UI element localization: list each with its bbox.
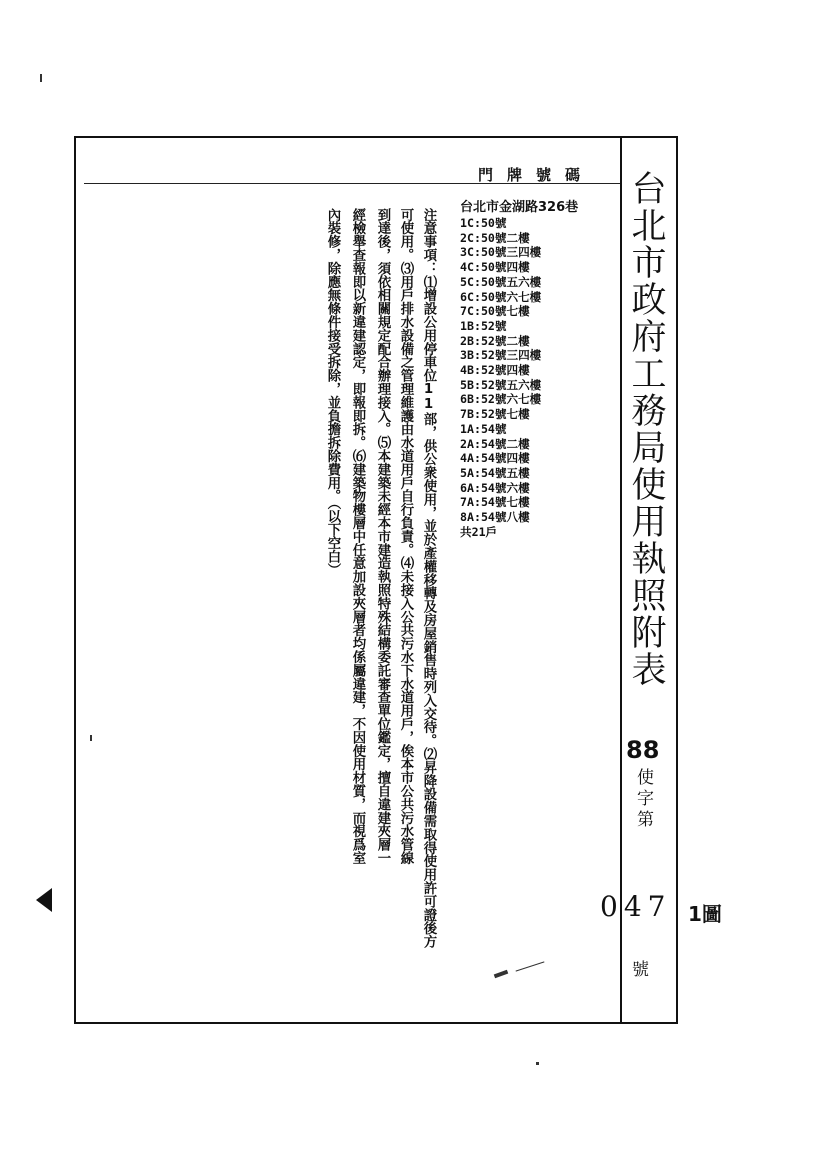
unit-row: 5A:54號五樓 <box>460 465 530 480</box>
unit-row: 1B:52號 <box>460 318 507 333</box>
unit-row: 8A:54號八樓 <box>460 510 530 525</box>
street-address: 台北市金湖路326巷 <box>460 200 579 215</box>
unit-row: 4C:50號四樓 <box>460 260 530 275</box>
notes-line-1: 注意事項：⑴增設公用停車位11部，供公衆使用，並於產權移轉及房屋銷售時列入交待。⑵昇降設備需取得使用許可證後方 <box>421 208 436 949</box>
unit-row: 7B:52號七樓 <box>460 407 530 422</box>
scan-speck <box>90 735 92 741</box>
unit-row: 1C:50號 <box>460 216 507 230</box>
door-number-header: 門牌號碼 <box>478 166 595 184</box>
unit-total: 共21戶 <box>460 524 498 539</box>
notes-line-5: 內裝修，除應無條件接受拆除，並負擔拆除費用。（以下空白） <box>325 208 340 577</box>
scan-speck <box>536 1062 539 1065</box>
permit-type: 使字第 <box>633 768 653 831</box>
unit-row: 6C:50號六七樓 <box>460 289 542 304</box>
unit-row: 3C:50號三四樓 <box>460 245 542 260</box>
permit-number: 047 <box>600 890 672 923</box>
margin-mark: 1圖 <box>688 902 722 926</box>
address-list <box>460 196 578 539</box>
unit-row: 5C:50號五六樓 <box>460 274 542 289</box>
unit-row: 6B:52號六七樓 <box>460 392 542 407</box>
form-title: 台北市政府工務局使用執照附表 <box>626 170 666 688</box>
unit-row: 2A:54號二樓 <box>460 436 530 451</box>
unit-row: 6A:54號六樓 <box>460 480 530 495</box>
permit-year: 88 <box>626 736 660 764</box>
permit-suffix: 號 <box>632 960 649 980</box>
unit-row: 7C:50號七樓 <box>460 304 530 319</box>
unit-row: 5B:52號五六樓 <box>460 377 542 392</box>
unit-row: 7A:54號七樓 <box>460 495 530 510</box>
notes-line-4: 經檢舉查報即以新違建認定，即報即拆。⑹建築物樓層中任意加設夾層者均係屬違建，不因使用材質，而視爲室 <box>350 208 365 865</box>
binding-mark <box>36 888 52 912</box>
unit-row: 2B:52號二樓 <box>460 333 530 348</box>
unit-row: 4A:54號四樓 <box>460 451 530 466</box>
scan-speck <box>40 74 42 82</box>
notes-line-3: 到達後，須依相關規定配合辦理接入。⑸本建築未經本市建造執照特殊結構委託審查單位鑑定，擅自違建夾層一 <box>375 208 390 865</box>
notes-line-2: 可使用。⑶用戶排水設備之管理維護由水道用戶自行負責。⑷未接入公共污水下水道用戶，俟本市公共污水管線 <box>398 208 413 865</box>
unit-row: 1A:54號 <box>460 421 507 436</box>
unit-row: 2C:50號二樓 <box>460 230 530 245</box>
unit-row: 4B:52號四樓 <box>460 363 530 378</box>
unit-row: 3B:52號三四樓 <box>460 348 542 363</box>
